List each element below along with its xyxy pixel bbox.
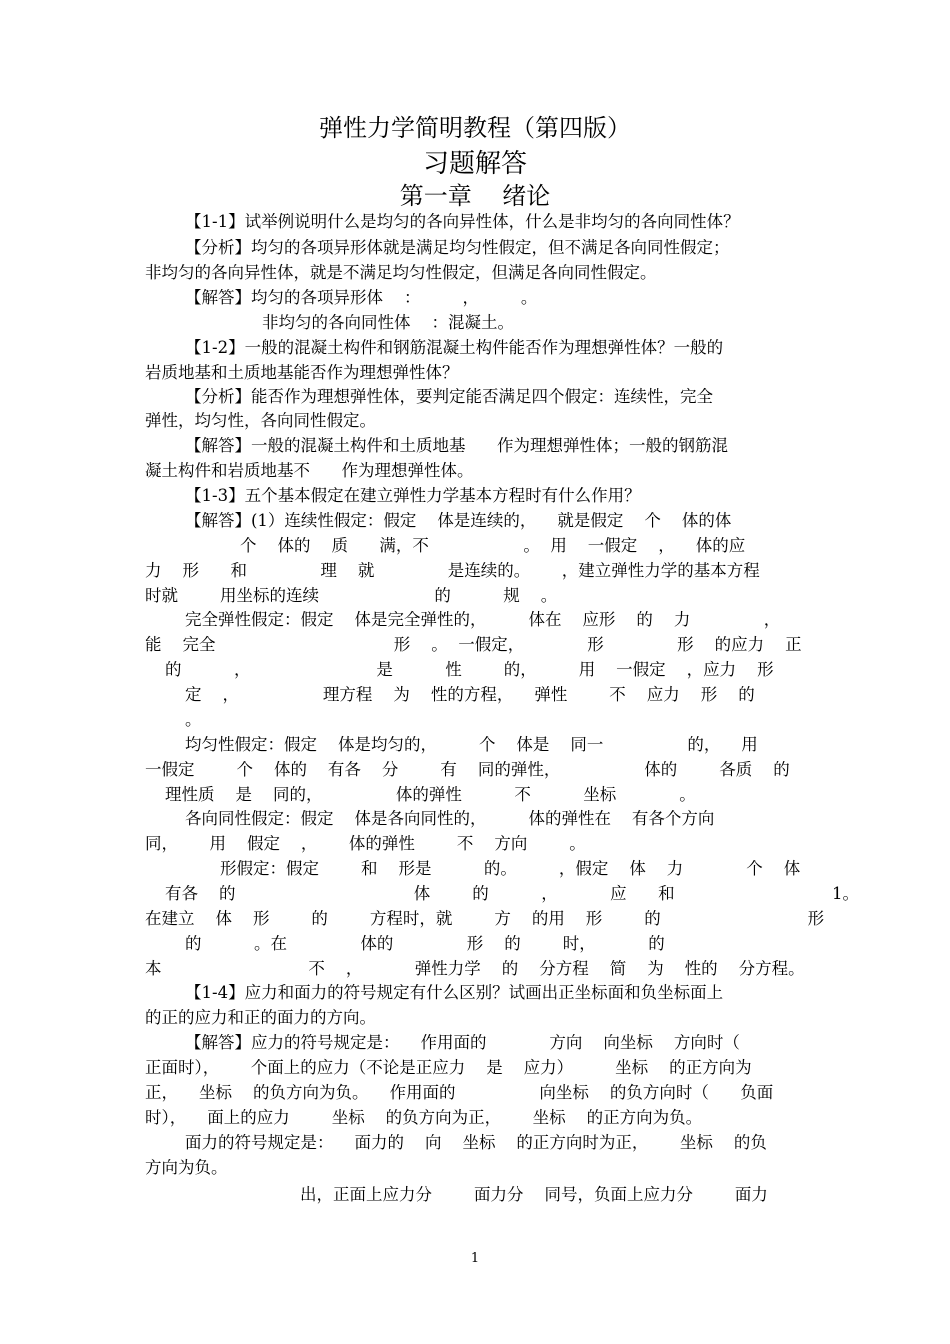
text-line: 形假定：假定 和 形是 的。 ，假定 体 力 个 体 [220,859,801,878]
text-line: 时就 用坐标的连续 的 规 。 [145,586,558,605]
document-title: 弹性力学简明教程（第四版） [319,114,631,142]
text-line: 出，正面上应力分 面力分 同号，负面上应力分 面力 [300,1185,768,1204]
text-line: 面力的符号规定是： 面力的 向 坐标 的正方向时为正， 坐标 的负 [185,1133,767,1152]
text-line: 【1-1】试举例说明什么是均匀的各向异性体，什么是非均匀的各向同性体？ [185,212,740,231]
text-line: 【1-2】一般的混凝土构件和钢筋混凝土构件能否作为理想弹性体？一般的 [185,338,724,357]
text-line: 理性质 是 同的， 体的弹性 不 坐标 。 [165,785,696,804]
text-line: 【解答】应力的符号规定是： 作用面的 方向 向坐标 方向时（ [185,1033,740,1052]
page-number: 1 [470,1251,480,1266]
text-line: 的 。在 体的 形 的 时， 的 [185,934,665,953]
text-line: 个 体的 质 满，不 。 用 一假定 ， 体的应 [240,536,746,555]
text-line: 【1-4】应力和面力的符号规定有什么区别？试画出正坐标面和负坐标面上 [185,983,724,1002]
text-line: 能 完全 形 。 一假定， 形 形 的应力 正 [145,635,802,654]
text-line: 【1-3】五个基本假定在建立弹性力学基本方程时有什么作用？ [185,486,641,505]
text-line: 【分析】能否作为理想弹性体，要判定能否满足四个假定：连续性，完全 [185,387,713,406]
text-line: 各向同性假定：假定 体是各向同性的， 体的弹性在 有各个方向 [185,809,715,828]
chapter-heading: 第一章 绪论 [399,182,551,210]
text-line: 非均匀的各向异性体，就是不满足均匀性假定，但满足各向同性假定。 [145,263,657,282]
text-line: 【分析】均匀的各项异形体就是满足均匀性假定，但不满足各向同性假定； [185,238,730,257]
document-subtitle: 习题解答 [422,149,527,179]
text-line: 正面时）， 个面上的应力（不论是正应力 是 应力） 坐标 的正方向为 [145,1058,752,1077]
text-line: 同， 用 假定 ， 体的弹性 不 方向 。 [145,834,586,853]
text-line: 力 形 和 理 就 是连续的。 ，建立弹性力学的基本方程 [145,561,760,580]
text-line: 完全弹性假定：假定 体是完全弹性的， 体在 应形 的 力 ， [185,610,781,629]
text-line: 非均匀的各向同性体 ：混凝土。 [262,313,514,332]
text-line: 的正的应力和正的面力的方向。 [145,1008,376,1027]
text-line: 时）， 面上的应力 坐标 的负方向为正， 坐标 的正方向为负。 [145,1108,703,1127]
text-line: 弹性，均匀性，各向同性假定。 [145,411,376,430]
text-line: 本 不 ， 弹性力学 的 分方程 简 为 性的 分方程。 [145,959,805,978]
text-line: 方向为负。 [145,1158,228,1177]
text-line: 凝土构件和岩质地基不 作为理想弹性体。 [145,461,474,480]
text-line: 一假定 个 体的 有各 分 有 同的弹性， 体的 各质 的 [145,760,790,779]
text-line: 的 ， 是 性 的， 用 一假定 ，应力 形 [165,660,774,679]
text-line: 【解答】一般的混凝土构件和土质地基 作为理想弹性体；一般的钢筋混 [185,436,728,455]
text-line: 有各 的 体 的 ， 应 和 1。 [165,884,859,903]
text-line: 【解答】均匀的各项异形体 ： ， 。 [185,288,538,307]
text-line: 【解答】(1）连续性假定：假定 体是连续的， 就是假定 个 体的体 [185,511,732,530]
text-line: 正， 坐标 的负方向为负。 作用面的 向坐标 的负方向时（ 负面 [145,1083,774,1102]
text-line: 在建立 体 形 的 方程时，就 方 的用 形 的 形 [145,909,825,928]
text-line: 。 [185,710,202,729]
text-line: 定 ， 理方程 为 性的方程， 弹性 不 应力 形 的 [185,685,755,704]
text-line: 均匀性假定：假定 体是均匀的， 个 体是 同一 的， 用 [185,735,758,754]
text-line: 岩质地基和土质地基能否作为理想弹性体？ [145,363,459,382]
